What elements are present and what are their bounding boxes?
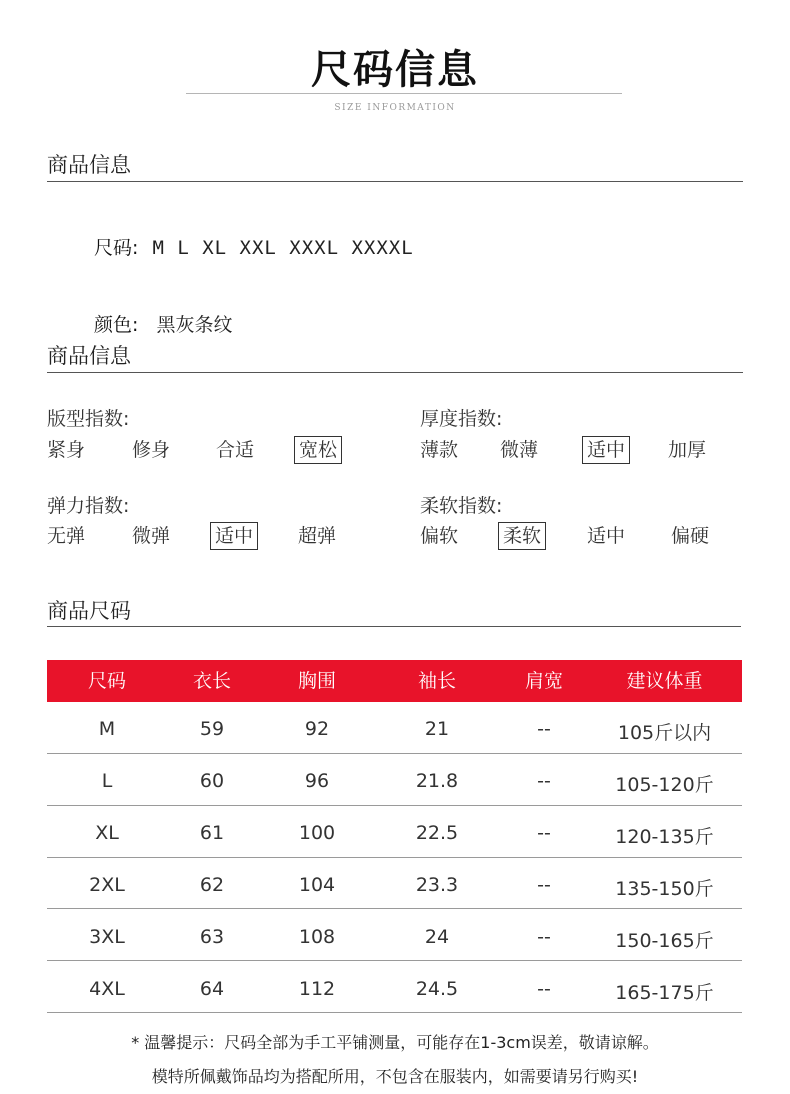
softness-option-soft-selected: 柔软 <box>498 522 546 550</box>
cell-weight: 120-135斤 <box>615 826 714 848</box>
softness-option-slightly-soft: 偏软 <box>420 525 459 547</box>
color-label: 颜色: <box>94 314 139 336</box>
elasticity-option-super: 超弹 <box>298 525 337 547</box>
elasticity-option-none: 无弹 <box>47 525 86 547</box>
row-divider <box>47 908 742 909</box>
cell-weight: 165-175斤 <box>615 982 714 1004</box>
cell-shoulder: -- <box>537 874 551 896</box>
fit-option-regular: 合适 <box>216 439 255 461</box>
size-row <box>94 233 414 260</box>
cell-size: 2XL <box>89 874 125 896</box>
accessory-note: 模特所佩戴饰品均为搭配所用，不包含在服装内，如需要请另行购买! <box>151 1067 639 1086</box>
table-row <box>47 962 742 1014</box>
cell-sleeve: 21.8 <box>415 770 459 792</box>
table-row <box>47 858 742 910</box>
cell-shoulder: -- <box>537 822 551 844</box>
row-divider <box>47 960 742 961</box>
column-header-chest: 胸围 <box>297 670 336 692</box>
cell-shoulder: -- <box>537 770 551 792</box>
thickness-option-slightly-thin: 微薄 <box>500 439 539 461</box>
cell-length: 59 <box>199 718 225 740</box>
measurement-note: * 温馨提示：尺码全部为手工平铺测量，可能存在1-3cm误差，敬请谅解。 <box>131 1033 659 1052</box>
cell-chest: 100 <box>298 822 336 844</box>
cell-sleeve: 24 <box>424 926 450 948</box>
cell-chest: 104 <box>298 874 336 896</box>
cell-weight: 105-120斤 <box>615 774 714 796</box>
cell-size: M <box>98 718 116 740</box>
cell-weight: 150-165斤 <box>615 930 714 952</box>
elasticity-option-medium-selected: 适中 <box>210 522 258 550</box>
fit-index-title: 版型指数: <box>47 408 130 430</box>
cell-size: 3XL <box>89 926 125 948</box>
cell-sleeve: 23.3 <box>415 874 459 896</box>
table-row <box>47 754 742 806</box>
table-row <box>47 806 742 858</box>
column-header-size: 尺码 <box>87 670 126 692</box>
cell-sleeve: 21 <box>424 718 450 740</box>
thickness-option-thin: 薄款 <box>420 439 459 461</box>
page-title: 尺码信息 <box>311 47 479 93</box>
cell-shoulder: -- <box>537 926 551 948</box>
table-row <box>47 910 742 962</box>
color-value: 黑灰条纹 <box>156 314 233 336</box>
column-header-shoulder: 肩宽 <box>524 670 563 692</box>
cell-size: 4XL <box>89 978 125 1000</box>
cell-shoulder: -- <box>537 718 551 740</box>
page-subtitle: SIZE INFORMATION <box>334 103 456 113</box>
cell-chest: 96 <box>304 770 330 792</box>
column-header-length: 衣长 <box>192 670 231 692</box>
cell-shoulder: -- <box>537 978 551 1000</box>
cell-weight: 105斤以内 <box>617 722 712 744</box>
section-heading-size-table: 商品尺码 <box>47 599 131 623</box>
cell-weight: 135-150斤 <box>615 878 714 900</box>
table-row <box>47 702 742 754</box>
size-values: M L XL XXL XXXL XXXXL <box>152 237 414 259</box>
softness-option-slightly-hard: 偏硬 <box>671 525 710 547</box>
softness-index-title: 柔软指数: <box>420 495 503 517</box>
row-divider <box>47 1012 742 1013</box>
section-heading-product-info: 商品信息 <box>47 153 131 177</box>
section-divider <box>47 626 741 627</box>
softness-option-medium: 适中 <box>587 525 626 547</box>
elasticity-option-slight: 微弹 <box>132 525 171 547</box>
cell-length: 64 <box>199 978 225 1000</box>
thickness-index-title: 厚度指数: <box>420 408 503 430</box>
title-divider <box>186 93 622 94</box>
thickness-option-medium-selected: 适中 <box>582 436 630 464</box>
fit-option-loose-selected: 宽松 <box>294 436 342 464</box>
cell-sleeve: 24.5 <box>415 978 459 1000</box>
fit-option-tight: 紧身 <box>47 439 86 461</box>
cell-size: L <box>101 770 113 792</box>
color-row <box>94 310 232 337</box>
size-label: 尺码: <box>94 237 139 259</box>
table-header-row <box>47 660 742 702</box>
cell-length: 60 <box>199 770 225 792</box>
cell-sleeve: 22.5 <box>415 822 459 844</box>
elasticity-index-title: 弹力指数: <box>47 495 130 517</box>
section-divider <box>47 181 743 182</box>
fit-option-slim: 修身 <box>132 439 171 461</box>
cell-chest: 112 <box>298 978 336 1000</box>
thickness-option-thick: 加厚 <box>668 439 707 461</box>
cell-length: 62 <box>199 874 225 896</box>
cell-size: XL <box>95 822 119 844</box>
cell-length: 63 <box>199 926 225 948</box>
section-divider <box>47 372 743 373</box>
cell-chest: 108 <box>298 926 336 948</box>
column-header-weight: 建议体重 <box>626 670 703 692</box>
cell-length: 61 <box>199 822 225 844</box>
section-heading-indices: 商品信息 <box>47 344 131 368</box>
cell-chest: 92 <box>304 718 330 740</box>
column-header-sleeve: 袖长 <box>417 670 456 692</box>
